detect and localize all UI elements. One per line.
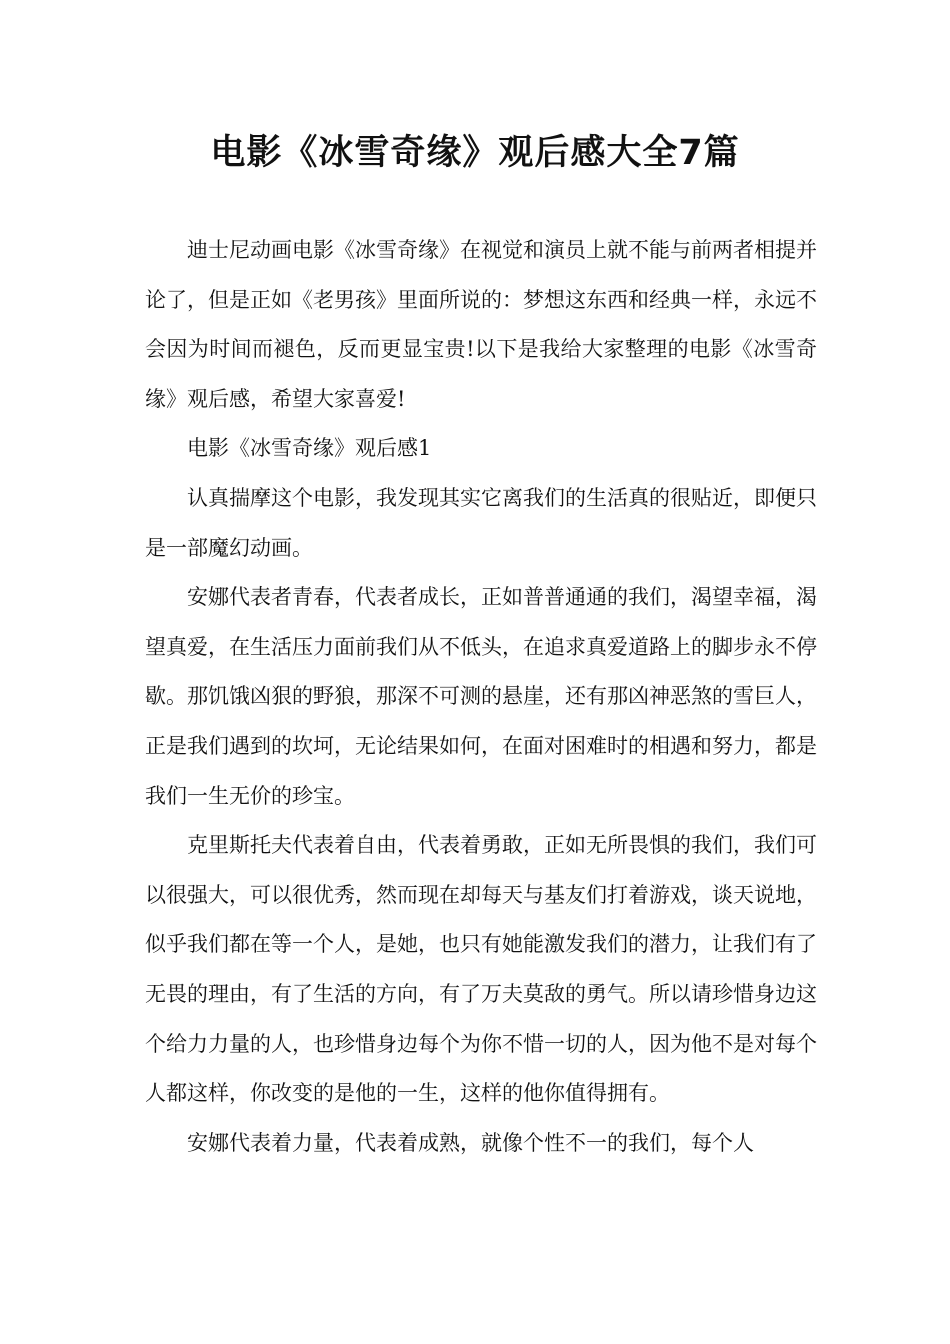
paragraph-3: 克里斯托夫代表着自由，代表着勇敢，正如无所畏惧的我们，我们可以很强大，可以很优秀，然而现在却每天与基友们打着游戏，谈天说地，似乎我们都在等一个人，是她，也只有她能激发我们的潜力，让我们有了无畏的理由，有了生活的方向，有了万夫莫敌的勇气。所以请珍惜身边这个给力力量的人，也珍惜身边每个为你不惜一切的人，因为他不是对每个人都这样，你改变的是他的一生，这样的他你值得拥有。 xyxy=(145,833,817,1106)
paragraph-2: 安娜代表者青春，代表者成长，正如普普通通的我们，渴望幸福，渴望真爱，在生活压力面前我们从不低头，在追求真爱道路上的脚步永不停歇。那饥饿凶狠的野狼，那深不可测的悬崖，还有那凶神恶煞的雪巨人，正是我们遇到的坎坷，无论结果如何，在面对困难时的相遇和努力，都是我们一生无价的珍宝。 xyxy=(145,585,817,808)
document-title: 电影《冰雪奇缘》观后感大全7篇 xyxy=(210,133,740,173)
paragraph-4: 安娜代表着力量，代表着成熟，就像个性不一的我们，每个人 xyxy=(187,1130,754,1155)
paragraph-1: 认真揣摩这个电影，我发现其实它离我们的生活真的很贴近，即便只是一部魔幻动画。 xyxy=(145,485,817,560)
document-body xyxy=(145,226,817,1168)
section-heading-1: 电影《冰雪奇缘》观后感1 xyxy=(187,436,432,461)
paragraph-intro: 迪士尼动画电影《冰雪奇缘》在视觉和演员上就不能与前两者相提并论了，但是正如《老男孩》里面所说的：梦想这东西和经典一样，永远不会因为时间而褪色，反而更显宝贵!以下是我给大家整理的电影《冰雪奇缘》观后感，希望大家喜爱! xyxy=(145,238,817,411)
